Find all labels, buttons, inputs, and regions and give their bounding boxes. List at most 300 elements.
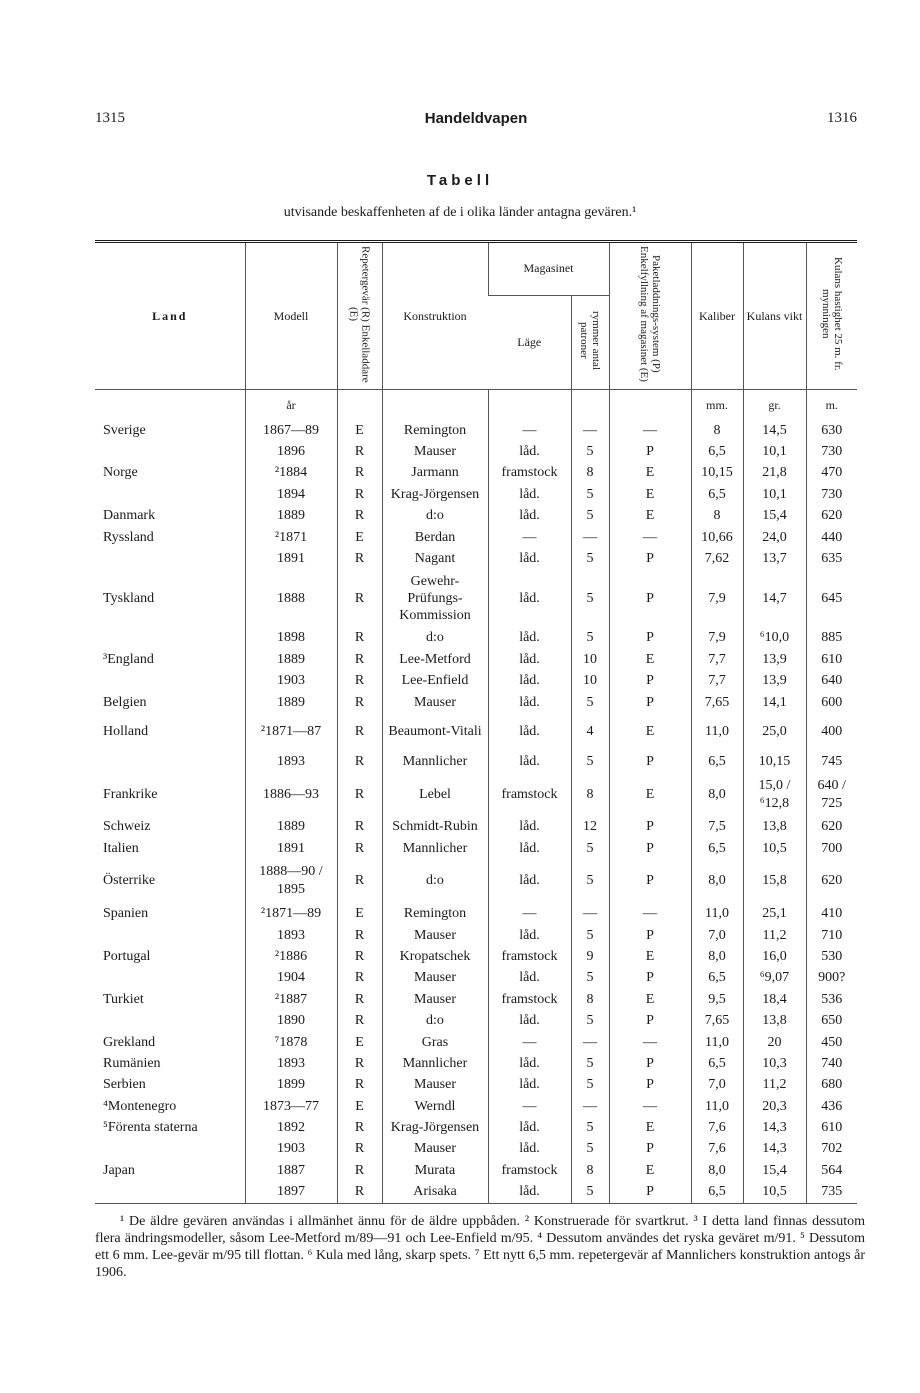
cell-land: ⁵Förenta staterna — [103, 1120, 198, 1136]
cell-lage: framstock — [488, 989, 571, 1010]
cell-hastighet: 700 — [806, 838, 857, 859]
table-row — [95, 1182, 857, 1204]
cell-repeter: R — [337, 1182, 382, 1204]
cell-modell: 1889 — [245, 817, 337, 838]
cell-modell: 1887 — [245, 1160, 337, 1181]
cell-repeter: R — [337, 989, 382, 1010]
cell-paket: E — [609, 1117, 691, 1138]
cell-modell: 1889 — [245, 692, 337, 713]
page-number-left: 1315 — [95, 110, 125, 126]
cell-repeter: R — [337, 925, 382, 946]
cell-vikt: 13,8 — [743, 1010, 806, 1031]
cell-land: Frankrike — [103, 786, 158, 802]
table-row — [95, 1053, 857, 1074]
cell-kaliber: 8 — [691, 506, 743, 527]
cell-land: Japan — [103, 1162, 135, 1178]
cell-vikt: 14,3 — [743, 1139, 806, 1160]
cell-land: Grekland — [103, 1034, 156, 1050]
cell-kaliber: 7,5 — [691, 817, 743, 838]
cell-paket: P — [609, 925, 691, 946]
cell-konstruktion: Mauser — [382, 989, 488, 1010]
cell-vikt: 13,9 — [743, 671, 806, 692]
cell-paket: P — [609, 1182, 691, 1204]
cell-kaliber: 11,0 — [691, 1096, 743, 1117]
cell-land: Tyskland — [103, 591, 155, 607]
cell-lage: låd. — [488, 968, 571, 989]
cell-antal: 5 — [571, 570, 609, 628]
cell-paket: — — [609, 420, 691, 441]
cell-modell: 1892 — [245, 1117, 337, 1138]
cell-kaliber: 11,0 — [691, 713, 743, 751]
cell-lage: — — [488, 1096, 571, 1117]
cell-modell: ²1887 — [245, 989, 337, 1010]
cell-land: Italien — [103, 840, 139, 856]
cell-paket: P — [609, 441, 691, 462]
cell-hastighet: 680 — [806, 1075, 857, 1096]
cell-vikt: 24,0 — [743, 527, 806, 548]
cell-kaliber: 8,0 — [691, 946, 743, 967]
cell-hastighet: 730 — [806, 441, 857, 462]
cell-repeter: R — [337, 838, 382, 859]
cell-antal: 5 — [571, 1139, 609, 1160]
cell-konstruktion: Krag-Jörgensen — [382, 1117, 488, 1138]
cell-land: ⁴Montenegro — [103, 1098, 177, 1114]
cell-land: Serbien — [103, 1077, 146, 1093]
cell-hastighet: 900? — [806, 968, 857, 989]
cell-lage: låd. — [488, 548, 571, 569]
cell-repeter: R — [337, 484, 382, 505]
col-header-paket: Paketladdnings-system (P) Enkelfyllning af magasinet (E) — [609, 242, 691, 390]
cell-kaliber: 7,9 — [691, 570, 743, 628]
cell-paket: — — [609, 1096, 691, 1117]
cell-modell: 1899 — [245, 1075, 337, 1096]
cell-konstruktion: Mauser — [382, 441, 488, 462]
cell-konstruktion: d:o — [382, 859, 488, 903]
cell-antal: 5 — [571, 838, 609, 859]
unit-kaliber: mm. — [691, 390, 743, 421]
cell-vikt: 15,4 — [743, 506, 806, 527]
cell-modell: 1890 — [245, 1010, 337, 1031]
cell-konstruktion: d:o — [382, 628, 488, 649]
cell-land: Sverige — [103, 422, 146, 438]
cell-repeter: R — [337, 463, 382, 484]
table-row — [95, 506, 857, 527]
table-row — [95, 441, 857, 462]
cell-antal: 5 — [571, 1075, 609, 1096]
cell-land: Danmark — [103, 508, 156, 524]
cell-repeter: R — [337, 1075, 382, 1096]
cell-land — [95, 671, 245, 692]
cell-repeter: E — [337, 1096, 382, 1117]
cell-repeter: R — [337, 773, 382, 817]
table-row — [95, 1117, 857, 1138]
table-row — [95, 548, 857, 569]
cell-konstruktion: Schmidt-Rubin — [382, 817, 488, 838]
cell-antal: 9 — [571, 946, 609, 967]
cell-vikt: 13,8 — [743, 817, 806, 838]
cell-hastighet: 885 — [806, 628, 857, 649]
table-row — [95, 968, 857, 989]
cell-lage: låd. — [488, 838, 571, 859]
cell-modell: 1903 — [245, 1139, 337, 1160]
cell-antal: 4 — [571, 713, 609, 751]
cell-repeter: R — [337, 1117, 382, 1138]
table-row — [95, 903, 857, 924]
table-subtitle: utvisande beskaffenheten af de i olika länder antagna gevären.¹ — [283, 205, 637, 220]
table-row — [95, 946, 857, 967]
table-row — [95, 859, 857, 903]
table-row — [95, 838, 857, 859]
cell-repeter: R — [337, 506, 382, 527]
cell-lage: låd. — [488, 649, 571, 670]
cell-land: Norge — [103, 465, 138, 481]
cell-vikt: 10,1 — [743, 484, 806, 505]
table-row — [95, 1160, 857, 1181]
cell-antal: — — [571, 903, 609, 924]
table-row — [95, 420, 857, 441]
table-row — [95, 649, 857, 670]
cell-modell: 1893 — [245, 751, 337, 772]
cell-repeter: R — [337, 548, 382, 569]
cell-konstruktion: Mannlicher — [382, 751, 488, 772]
cell-modell: 1891 — [245, 548, 337, 569]
cell-lage: låd. — [488, 1117, 571, 1138]
cell-antal: 5 — [571, 751, 609, 772]
cell-kaliber: 8,0 — [691, 1160, 743, 1181]
table-row — [95, 527, 857, 548]
cell-lage: — — [488, 1032, 571, 1053]
cell-hastighet: 600 — [806, 692, 857, 713]
cell-vikt: 13,9 — [743, 649, 806, 670]
cell-kaliber: 8,0 — [691, 859, 743, 903]
cell-kaliber: 10,15 — [691, 463, 743, 484]
cell-vikt: 15,0 / ⁶12,8 — [743, 773, 806, 817]
cell-modell: ²1871—89 — [245, 903, 337, 924]
cell-land — [95, 925, 245, 946]
cell-hastighet: 610 — [806, 1117, 857, 1138]
page-header — [95, 110, 857, 132]
rifle-table — [95, 240, 857, 1204]
cell-lage: — — [488, 420, 571, 441]
cell-hastighet: 410 — [806, 903, 857, 924]
cell-vikt: 11,2 — [743, 1075, 806, 1096]
cell-konstruktion: Nagant — [382, 548, 488, 569]
cell-land — [95, 441, 245, 462]
footnote-text: ¹ De äldre gevären användas i allmänhet ännu för de äldre uppbåden. ² Konstruerade för svartkrut. ³ I detta land finnas dessutom flera ändringsmodeller, såsom Lee-Metford m/89—91 och Lee-Enfield m/95. ⁴ Dessutom användes det ryska geväret m/91. ⁵ Dessutom ett 6 mm. Lee-gevär m/95 till flottan. ⁶ Kula med lång, skarp spets. ⁷ Ett nytt 6,5 mm. repetergevär af Mannlichers konstruktion antogs år 1906. — [95, 1214, 865, 1280]
cell-repeter: R — [337, 671, 382, 692]
cell-lage: låd. — [488, 925, 571, 946]
cell-kaliber: 6,5 — [691, 838, 743, 859]
cell-konstruktion: Gras — [382, 1032, 488, 1053]
cell-repeter: R — [337, 649, 382, 670]
cell-modell: 1873—77 — [245, 1096, 337, 1117]
cell-vikt: 14,3 — [743, 1117, 806, 1138]
cell-land: Belgien — [103, 694, 147, 710]
cell-paket: P — [609, 1010, 691, 1031]
table-row — [95, 773, 857, 817]
cell-antal: — — [571, 527, 609, 548]
cell-land: Rumänien — [103, 1055, 161, 1071]
cell-lage: låd. — [488, 671, 571, 692]
cell-repeter: R — [337, 628, 382, 649]
cell-kaliber: 7,7 — [691, 671, 743, 692]
cell-antal: 5 — [571, 548, 609, 569]
cell-vikt: 14,7 — [743, 570, 806, 628]
cell-antal: 5 — [571, 1117, 609, 1138]
cell-vikt: ⁶10,0 — [743, 628, 806, 649]
cell-modell: 1889 — [245, 506, 337, 527]
cell-lage: låd. — [488, 628, 571, 649]
cell-paket: P — [609, 1139, 691, 1160]
cell-antal: 5 — [571, 859, 609, 903]
col-header-lage: Läge — [488, 295, 571, 389]
cell-kaliber: 11,0 — [691, 903, 743, 924]
cell-kaliber: 7,62 — [691, 548, 743, 569]
table-row — [95, 570, 857, 628]
units-row — [95, 390, 857, 421]
table-row — [95, 989, 857, 1010]
cell-antal: 12 — [571, 817, 609, 838]
table-row — [95, 484, 857, 505]
cell-hastighet: 530 — [806, 946, 857, 967]
cell-paket: E — [609, 989, 691, 1010]
cell-konstruktion: Jarmann — [382, 463, 488, 484]
cell-paket: E — [609, 506, 691, 527]
cell-hastighet: 620 — [806, 859, 857, 903]
cell-hastighet: 650 — [806, 1010, 857, 1031]
cell-lage: låd. — [488, 441, 571, 462]
cell-land: Turkiet — [103, 991, 144, 1007]
cell-land — [95, 484, 245, 505]
table-row — [95, 1010, 857, 1031]
cell-modell: 1897 — [245, 1182, 337, 1204]
cell-repeter: R — [337, 817, 382, 838]
cell-antal: — — [571, 1096, 609, 1117]
cell-hastighet: 740 — [806, 1053, 857, 1074]
cell-vikt: 10,1 — [743, 441, 806, 462]
cell-konstruktion: Gewehr-Prüfungs-Kommission — [382, 570, 488, 628]
cell-modell: 1889 — [245, 649, 337, 670]
cell-konstruktion: Krag-Jörgensen — [382, 484, 488, 505]
cell-kaliber: 7,0 — [691, 1075, 743, 1096]
cell-hastighet: 640 — [806, 671, 857, 692]
cell-paket: P — [609, 692, 691, 713]
cell-modell: 1891 — [245, 838, 337, 859]
cell-antal: 5 — [571, 692, 609, 713]
table-row — [95, 1096, 857, 1117]
cell-lage: låd. — [488, 1010, 571, 1031]
cell-paket: E — [609, 463, 691, 484]
cell-vikt: 14,1 — [743, 692, 806, 713]
cell-kaliber: 6,5 — [691, 441, 743, 462]
cell-vikt: 15,4 — [743, 1160, 806, 1181]
cell-kaliber: 6,5 — [691, 1182, 743, 1204]
cell-antal: 10 — [571, 671, 609, 692]
cell-land — [95, 1182, 245, 1204]
page-number-right: 1316 — [827, 110, 857, 126]
cell-konstruktion: Mannlicher — [382, 1053, 488, 1074]
cell-lage: framstock — [488, 1160, 571, 1181]
cell-kaliber: 9,5 — [691, 989, 743, 1010]
cell-land — [95, 548, 245, 569]
cell-vikt: 25,1 — [743, 903, 806, 924]
cell-konstruktion: Mauser — [382, 968, 488, 989]
cell-vikt: 10,5 — [743, 1182, 806, 1204]
table-row — [95, 751, 857, 772]
cell-vikt: 21,8 — [743, 463, 806, 484]
cell-land: Spanien — [103, 906, 149, 922]
cell-kaliber: 6,5 — [691, 968, 743, 989]
cell-lage: låd. — [488, 859, 571, 903]
cell-repeter: R — [337, 1139, 382, 1160]
cell-kaliber: 6,5 — [691, 1053, 743, 1074]
table-row — [95, 1075, 857, 1096]
cell-land — [95, 1010, 245, 1031]
cell-lage: låd. — [488, 817, 571, 838]
cell-repeter: R — [337, 751, 382, 772]
cell-kaliber: 8,0 — [691, 773, 743, 817]
cell-repeter: E — [337, 1032, 382, 1053]
col-header-land: Land — [95, 242, 245, 390]
cell-antal: 5 — [571, 1053, 609, 1074]
cell-konstruktion: Lee-Metford — [382, 649, 488, 670]
cell-kaliber: 11,0 — [691, 1032, 743, 1053]
cell-lage: — — [488, 903, 571, 924]
cell-paket: E — [609, 713, 691, 751]
cell-repeter: E — [337, 527, 382, 548]
cell-vikt: 13,7 — [743, 548, 806, 569]
cell-hastighet: 630 — [806, 420, 857, 441]
cell-repeter: R — [337, 1160, 382, 1181]
cell-konstruktion: Remington — [382, 420, 488, 441]
cell-konstruktion: Arisaka — [382, 1182, 488, 1204]
cell-vikt: 16,0 — [743, 946, 806, 967]
table-row — [95, 463, 857, 484]
cell-vikt: 25,0 — [743, 713, 806, 751]
cell-modell: 1904 — [245, 968, 337, 989]
cell-kaliber: 6,5 — [691, 751, 743, 772]
cell-hastighet: 400 — [806, 713, 857, 751]
cell-paket: P — [609, 1075, 691, 1096]
cell-lage: låd. — [488, 1075, 571, 1096]
cell-hastighet: 745 — [806, 751, 857, 772]
cell-land — [95, 751, 245, 772]
cell-modell: ²1886 — [245, 946, 337, 967]
cell-antal: 5 — [571, 628, 609, 649]
cell-antal: 5 — [571, 1010, 609, 1031]
cell-hastighet: 564 — [806, 1160, 857, 1181]
running-head: Handeldvapen — [424, 110, 528, 127]
cell-repeter: R — [337, 441, 382, 462]
unit-vikt: gr. — [743, 390, 806, 421]
cell-paket: P — [609, 838, 691, 859]
cell-modell: 1888—90 / 1895 — [245, 859, 337, 903]
cell-antal: 5 — [571, 484, 609, 505]
cell-hastighet: 730 — [806, 484, 857, 505]
cell-antal: 8 — [571, 773, 609, 817]
cell-paket: P — [609, 628, 691, 649]
cell-antal: 8 — [571, 989, 609, 1010]
cell-vikt: 11,2 — [743, 925, 806, 946]
cell-antal: 8 — [571, 1160, 609, 1181]
cell-kaliber: 6,5 — [691, 484, 743, 505]
cell-paket: P — [609, 817, 691, 838]
cell-modell: ²1871—87 — [245, 713, 337, 751]
cell-lage: låd. — [488, 1139, 571, 1160]
cell-paket: E — [609, 1160, 691, 1181]
cell-vikt: 10,5 — [743, 838, 806, 859]
cell-modell: 1894 — [245, 484, 337, 505]
col-header-vikt: Kulans vikt — [743, 242, 806, 390]
cell-lage: låd. — [488, 1053, 571, 1074]
cell-hastighet: 710 — [806, 925, 857, 946]
table-row — [95, 1032, 857, 1053]
cell-vikt: 14,5 — [743, 420, 806, 441]
cell-kaliber: 7,65 — [691, 1010, 743, 1031]
cell-antal: 5 — [571, 925, 609, 946]
cell-modell: 1893 — [245, 1053, 337, 1074]
cell-antal: 5 — [571, 1182, 609, 1204]
cell-paket: P — [609, 548, 691, 569]
footnotes — [95, 1213, 865, 1281]
cell-kaliber: 7,0 — [691, 925, 743, 946]
cell-land — [95, 968, 245, 989]
cell-konstruktion: Lebel — [382, 773, 488, 817]
cell-repeter: R — [337, 713, 382, 751]
table-title: Tabell — [426, 172, 494, 189]
cell-paket: E — [609, 649, 691, 670]
cell-land: Österrike — [103, 873, 156, 889]
cell-modell: 1893 — [245, 925, 337, 946]
table-row — [95, 1139, 857, 1160]
cell-kaliber: 7,6 — [691, 1117, 743, 1138]
cell-hastighet: 635 — [806, 548, 857, 569]
cell-konstruktion: Mauser — [382, 1075, 488, 1096]
cell-modell: 1903 — [245, 671, 337, 692]
cell-konstruktion: Mannlicher — [382, 838, 488, 859]
cell-konstruktion: d:o — [382, 1010, 488, 1031]
cell-paket: P — [609, 859, 691, 903]
cell-vikt: ⁶9,07 — [743, 968, 806, 989]
col-header-repeter: Repetergevär (R) Enkelladdare (E) — [337, 242, 382, 390]
cell-lage: låd. — [488, 751, 571, 772]
cell-konstruktion: Berdan — [382, 527, 488, 548]
cell-kaliber: 8 — [691, 420, 743, 441]
cell-konstruktion: Murata — [382, 1160, 488, 1181]
cell-vikt: 20 — [743, 1032, 806, 1053]
cell-lage: låd. — [488, 1182, 571, 1204]
cell-repeter: E — [337, 903, 382, 924]
cell-hastighet: 536 — [806, 989, 857, 1010]
cell-hastighet: 620 — [806, 506, 857, 527]
cell-konstruktion: Lee-Enfield — [382, 671, 488, 692]
table-row — [95, 628, 857, 649]
table-row — [95, 692, 857, 713]
cell-land: Ryssland — [103, 529, 154, 545]
cell-konstruktion: Remington — [382, 903, 488, 924]
cell-land — [95, 1139, 245, 1160]
cell-kaliber: 7,65 — [691, 692, 743, 713]
cell-vikt: 10,15 — [743, 751, 806, 772]
unit-hastighet: m. — [806, 390, 857, 421]
col-header-hastighet: Kulans hastighet 25 m. fr. mynningen — [806, 242, 857, 390]
cell-paket: P — [609, 570, 691, 628]
cell-lage: låd. — [488, 692, 571, 713]
cell-repeter: R — [337, 968, 382, 989]
table-row — [95, 713, 857, 751]
cell-paket: P — [609, 751, 691, 772]
cell-antal: 8 — [571, 463, 609, 484]
